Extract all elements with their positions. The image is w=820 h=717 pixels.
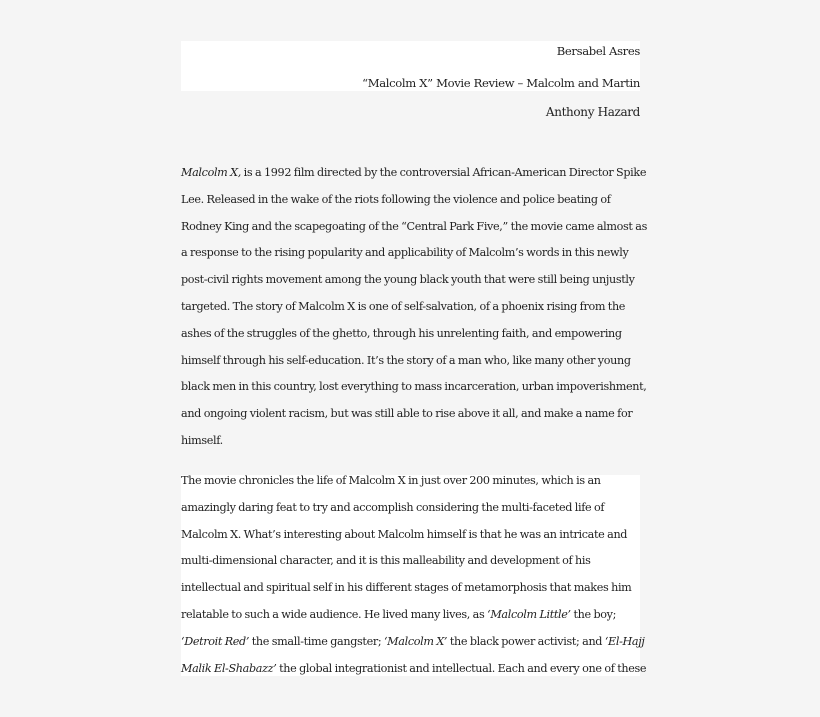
- professor-name: Anthony Hazard: [545, 105, 640, 119]
- persona-italic: ‘El-Hajj: [604, 634, 645, 648]
- paragraph-line: a response to the rising popularity and applicability of Malcolm’s words in this newly: [181, 246, 629, 260]
- paragraph-line: himself.: [181, 433, 223, 447]
- paragraph-line: amazingly daring feat to try and accomplish considering the multi-faceted life of: [181, 500, 605, 514]
- paragraph-line: and ongoing violent racism, but was still able to rise above it all, and make a name for: [181, 407, 633, 421]
- persona-italic: ‘Malcolm Little’: [487, 607, 571, 621]
- author-name: Bersabel Asres: [556, 44, 640, 58]
- paragraph-line: ashes of the struggles of the ghetto, through his unrelenting faith, and empowering: [181, 326, 622, 340]
- paragraph-line: himself through his self-education. It’s the story of a man who, like many other young: [181, 353, 631, 367]
- paragraph-1: [181, 160, 647, 455]
- document-title: “Malcolm X” Movie Review – Malcolm and Martin: [362, 76, 640, 90]
- paragraph-line: Lee. Released in the wake of the riots following the violence and police beating of: [181, 192, 611, 206]
- persona-italic: Malik El-Shabazz’: [181, 661, 277, 675]
- paragraph-line: relatable to such a wide audience. He lived many lives, as ‘Malcolm Little’ the boy;: [181, 607, 617, 621]
- film-title-italic: Malcolm X,: [181, 166, 241, 179]
- paragraph-line: The movie chronicles the life of Malcolm X in just over 200 minutes, which is an: [181, 474, 601, 487]
- persona-italic: ‘Detroit Red’: [181, 634, 250, 648]
- paragraph-line: Malcolm X, is a 1992 film directed by the controversial African-American Director Spike: [181, 166, 647, 179]
- paragraph-line: post-civil rights movement among the young black youth that were still being unjustly: [181, 273, 635, 287]
- paragraph-line: Malik El-Shabazz’ the global integrationist and intellectual. Each and every one of these: [181, 661, 647, 675]
- paragraph-line: multi-dimensional character, and it is this malleability and development of his: [181, 554, 591, 568]
- paragraph-line: ‘Detroit Red’ the small-time gangster; ‘Malcolm X’ the black power activist; and ‘El-Hajj: [181, 634, 645, 648]
- paragraph-line: targeted. The story of Malcolm X is one of self-salvation, of a phoenix rising from the: [181, 299, 626, 313]
- persona-italic: ‘Malcolm X’: [383, 634, 448, 648]
- paragraph-2: [181, 468, 647, 682]
- paragraph-line: black men in this country, lost everything to mass incarceration, urban impoverishment,: [181, 380, 647, 394]
- paragraph-line: intellectual and spiritual self in his different stages of metamorphosis that makes him: [181, 581, 632, 595]
- paragraph-line: Malcolm X. What’s interesting about Malcolm himself is that he was an intricate and: [181, 527, 628, 541]
- paragraph-line: Rodney King and the scapegoating of the “Central Park Five,” the movie came almost as: [181, 219, 647, 233]
